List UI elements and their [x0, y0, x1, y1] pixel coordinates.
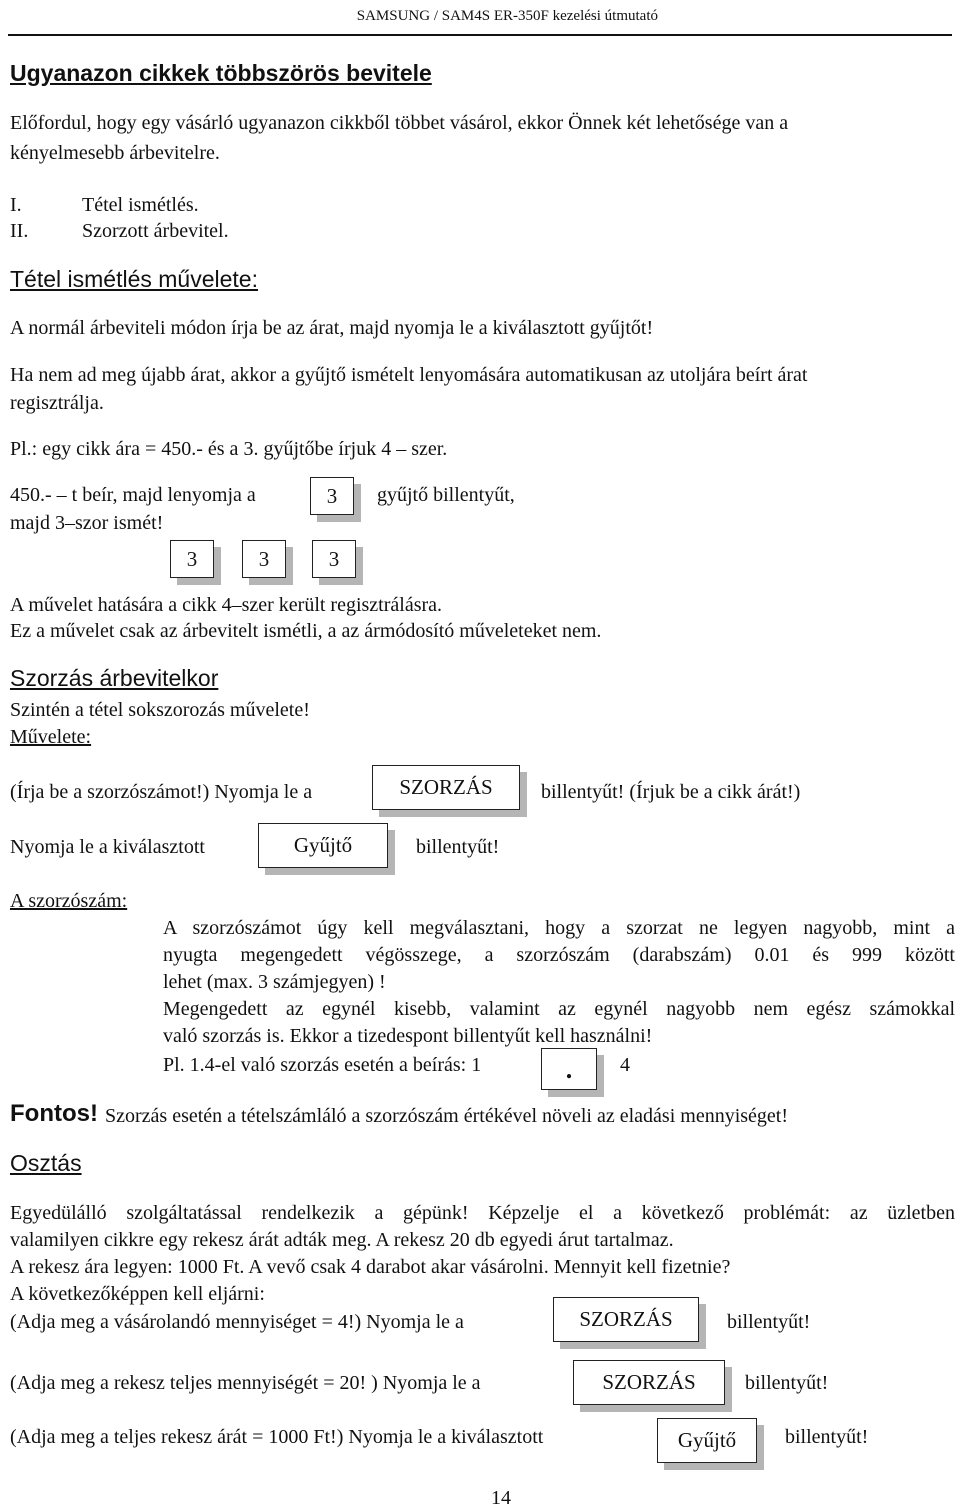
section-title-item-repeat: Tétel ismétlés művelete:: [10, 266, 258, 292]
list-item-num: II.: [10, 220, 29, 242]
intro-line-2: kényelmesebb árbevitelre.: [10, 142, 220, 164]
gyujto-key: Gyűjtő: [258, 823, 388, 868]
repeat-result-line-1: A művelet hatására a cikk 4–szer került regisztrálásra.: [10, 594, 443, 616]
decimal-point-key: .: [541, 1048, 597, 1090]
department-3-key: 3: [312, 540, 356, 578]
list-item-text: Tétel ismétlés.: [82, 194, 199, 216]
multiplier-label: A szorzószám:: [10, 890, 128, 912]
header-rule: [8, 34, 952, 36]
division-paragraph-line: Egyedülálló szolgáltatással rendelkezik a gépünk! Képzelje el a következő problémát: az üzletben: [10, 1202, 955, 1224]
page-number: 14: [491, 1487, 511, 1509]
multiplication-operation-label: Művelete:: [10, 726, 92, 748]
division-step-3b: billentyűt!: [785, 1426, 869, 1448]
division-step-1b: billentyűt!: [727, 1311, 811, 1333]
szorzas-key: SZORZÁS: [372, 765, 520, 810]
multiplication-step-1b: billentyűt! (Írjuk be a cikk árát!): [541, 781, 801, 803]
important-label: Fontos!: [10, 1100, 98, 1127]
page-header-title: SAMSUNG / SAM4S ER-350F kezelési útmutató: [356, 8, 658, 24]
repeat-example: Pl.: egy cikk ára = 450.- és a 3. gyűjtőbe írjuk 4 – szer.: [10, 438, 448, 460]
division-step-2b: billentyűt!: [745, 1372, 829, 1394]
multiplication-intro: Szintén a tétel sokszorozás művelete!: [10, 699, 310, 721]
repeat-paragraph-1: A normál árbeviteli módon írja be az árat, majd nyomja le a kiválasztott gyűjtőt!: [10, 317, 654, 339]
repeat-result-line-2: Ez a művelet csak az árbevitelt ismétli, a az ármódosító műveleteket nem.: [10, 620, 602, 642]
intro-line-1: Előfordul, hogy egy vásárló ugyanazon cikkből többet vásárol, ekkor Önnek két lehetősége van a: [10, 112, 789, 134]
szorzas-key: SZORZÁS: [573, 1360, 725, 1405]
multiplier-paragraph-line: lehet (max. 3 számjegyen) !: [163, 971, 386, 993]
section-title-division: Osztás: [10, 1150, 82, 1176]
multiplier-paragraph-line: Megengedett az egynél kisebb, valamint az egynél nagyobb nem egész számokkal: [163, 998, 955, 1020]
repeat-step-text-b: gyűjtő billentyűt,: [377, 484, 515, 506]
multiplication-step-2b: billentyűt!: [416, 836, 500, 858]
repeat-paragraph-2-line-1: Ha nem ad meg újabb árat, akkor a gyűjtő ismételt lenyomására automatikusan az utoljára beírt árat: [10, 364, 808, 386]
gyujto-key: Gyűjtő: [657, 1418, 757, 1463]
repeat-step-line-2: majd 3–szor ismét!: [10, 512, 164, 534]
division-step-1a: (Adja meg a vásárolandó mennyiséget = 4!) Nyomja le a: [10, 1311, 464, 1333]
multiplier-example-a: Pl. 1.4-el való szorzás esetén a beírás: 1: [163, 1054, 482, 1076]
department-3-key: 3: [310, 477, 354, 515]
multiplier-paragraph-line: való szorzás is. Ekkor a tizedespont billentyűt kell használni!: [163, 1025, 653, 1047]
division-paragraph-line: A rekesz ára legyen: 1000 Ft. A vevő csak 4 darabot akar vásárolni. Mennyit kell fizetnie?: [10, 1256, 731, 1278]
department-3-key: 3: [242, 540, 286, 578]
division-step-3a: (Adja meg a teljes rekesz árát = 1000 Ft!) Nyomja le a kiválasztott: [10, 1426, 544, 1448]
repeat-paragraph-2-line-2: regisztrálja.: [10, 392, 104, 414]
multiplier-paragraph-line: nyugta megengedett végösszege, a szorzószám (darabszám) 0.01 és 999 között: [163, 944, 955, 966]
section-title-multiplication: Szorzás árbevitelkor: [10, 665, 219, 691]
division-paragraph-line: valamilyen cikkre egy rekesz árát adták meg. A rekesz 20 db egyedi árut tartalmaz.: [10, 1229, 674, 1251]
important-text: Szorzás esetén a tételszámláló a szorzószám értékével növeli az eladási mennyiséget!: [105, 1105, 789, 1127]
repeat-step-text-a: 450.- – t beír, majd lenyomja a: [10, 484, 256, 506]
multiplication-step-1a: (Írja be a szorzószámot!) Nyomja le a: [10, 781, 313, 803]
division-step-2a: (Adja meg a rekesz teljes mennyiségét = 20! ) Nyomja le a: [10, 1372, 481, 1394]
division-paragraph-line: A következőképpen kell eljárni:: [10, 1283, 265, 1305]
list-item-text: Szorzott árbevitel.: [82, 220, 229, 242]
multiplier-paragraph-line: A szorzószámot úgy kell megválasztani, hogy a szorzat ne legyen nagyobb, mint a: [163, 917, 955, 939]
list-item-num: I.: [10, 194, 22, 216]
department-3-key: 3: [170, 540, 214, 578]
section-title-multiple-entry: Ugyanazon cikkek többszörös bevitele: [10, 60, 432, 86]
szorzas-key: SZORZÁS: [553, 1297, 699, 1342]
multiplier-example-b: 4: [620, 1054, 630, 1076]
multiplication-step-2a: Nyomja le a kiválasztott: [10, 836, 205, 858]
